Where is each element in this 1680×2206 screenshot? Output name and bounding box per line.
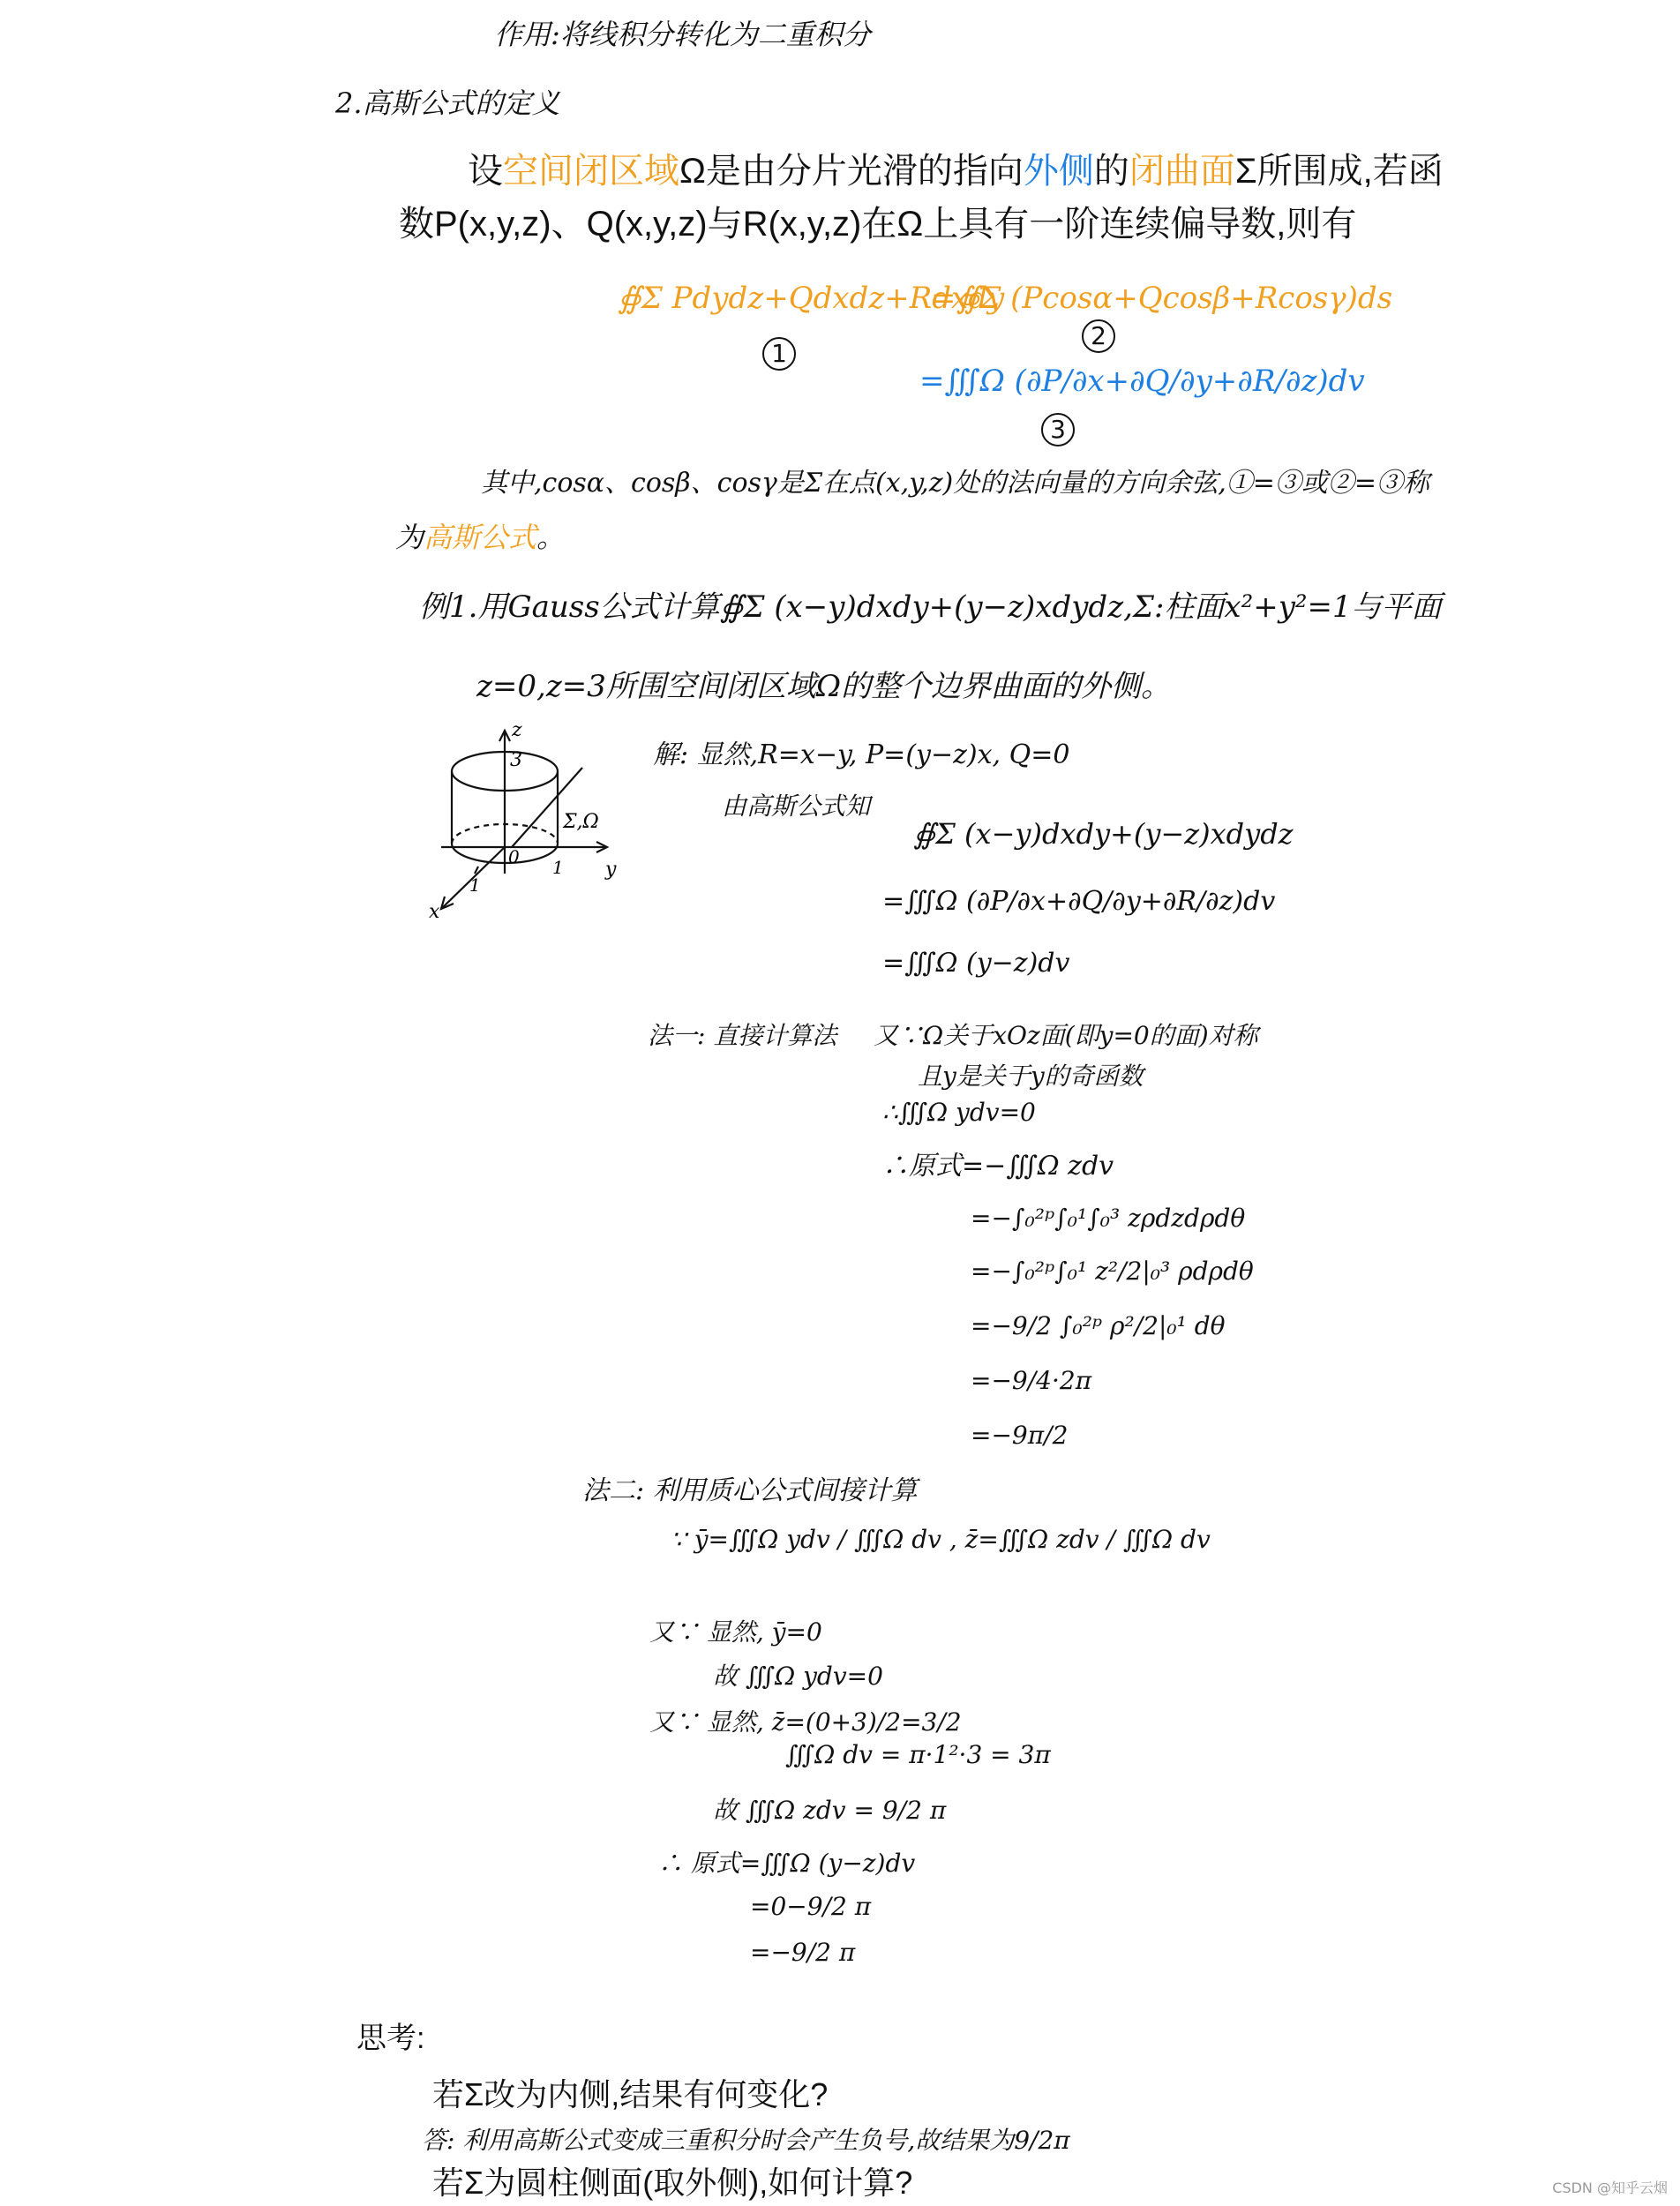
z-axis-label: z — [512, 719, 522, 741]
method2-line-9: =−9/2 π — [750, 1938, 856, 1967]
method1-step-8: =−9/4·2π — [971, 1366, 1092, 1395]
formula-volume-integral: =∭Ω (∂P/∂x+∂Q/∂y+∂R/∂z)dv — [919, 364, 1365, 399]
method2-line-3: 故 ∭Ω ydv=0 — [713, 1662, 883, 1691]
solution-by-gauss: 由高斯公式知 — [722, 792, 871, 821]
explanation-line-2 — [395, 515, 565, 556]
x-tick-label: 1 — [469, 874, 481, 896]
formula-surface-integral: =∯Σ (Pcosα+Qcosβ+Rcosγ)ds — [931, 281, 1393, 316]
method2-title: 法二: 利用质心公式间接计算 — [582, 1475, 918, 1506]
method2-line-7: ∴ 原式=∭Ω (y−z)dv — [658, 1849, 916, 1878]
def-text-1: 设 — [468, 152, 503, 191]
method1-step-3: ∴∭Ω ydv=0 — [882, 1098, 1036, 1127]
method1-step-6: =−∫₀²ᵖ∫₀¹ z²/2|₀³ ρdρdθ — [971, 1257, 1254, 1286]
marker-circle-2: 2 — [1082, 319, 1115, 353]
formula-left-side: ∯Σ Pdydz+Qdxdz+Rdxdy — [618, 281, 1005, 316]
example-line-1: 例1.用Gauss公式计算∯Σ (x−y)dxdy+(y−z)xdydz,Σ:柱面x²+y²=1与平面 — [419, 589, 1442, 625]
expl-suffix: 。 — [536, 521, 566, 554]
method2-line-8: =0−9/2 π — [750, 1892, 872, 1921]
thinking-answer-1: 答: 利用高斯公式变成三重积分时会产生负号,故结果为9/2π — [422, 2126, 1070, 2155]
watermark: CSDN @知乎云烟 — [1552, 2180, 1668, 2196]
method1-title: 法一: 直接计算法 — [648, 1021, 837, 1050]
method2-line-5: ∭Ω dv = π·1²·3 = 3π — [785, 1740, 1051, 1769]
explanation-line-1: 其中,cosα、cosβ、cosγ是Σ在点(x,y,z)处的法向量的方向余弦,①=③或②=③称 — [481, 468, 1430, 499]
method2-line-6: 故 ∭Ω zdv = 9/2 π — [713, 1796, 947, 1825]
method1-step-9: =−9π/2 — [971, 1421, 1069, 1450]
method2-line-4: 又∵ 显然, z̄=(0+3)/2=3/2 — [649, 1707, 962, 1737]
method2-line-2: 又∵ 显然, ȳ=0 — [649, 1617, 822, 1647]
height-label: 3 — [510, 749, 522, 771]
solution-step-3: =∭Ω (y−z)dv — [882, 948, 1070, 979]
x-axis-label: x — [429, 901, 440, 918]
method1-reason-2: 且y是关于y的奇函数 — [918, 1062, 1144, 1091]
purpose-line: 作用:将线积分转化为二重积分 — [494, 18, 871, 51]
diagonal-line — [512, 768, 582, 847]
section-heading: 2.高斯公式的定义 — [335, 86, 560, 120]
method1-step-5: =−∫₀²ᵖ∫₀¹∫₀³ zρdzdρdθ — [971, 1204, 1246, 1233]
origin-label: 0 — [508, 846, 520, 867]
def-term-surface: 闭曲面 — [1129, 152, 1235, 191]
def-term-outer: 外侧 — [1023, 152, 1094, 191]
thinking-title: 思考: — [356, 2022, 425, 2055]
region-label: Σ,Ω — [563, 811, 599, 833]
solution-intro: 解: 显然,R=x−y, P=(y−z)x, Q=0 — [653, 739, 1070, 770]
thinking-question-1: 若Σ改为内侧,结果有何变化? — [432, 2076, 829, 2112]
def-text-3: 的 — [1093, 152, 1129, 191]
method2-line-1: ∵ ȳ=∭Ω ydv / ∭Ω dv , z̄=∭Ω zdv / ∭Ω dv — [671, 1525, 1211, 1554]
solution-step-1: ∯Σ (x−y)dxdy+(y−z)xdydz — [913, 817, 1294, 851]
thinking-question-2: 若Σ为圆柱侧面(取外侧),如何计算? — [432, 2165, 913, 2201]
expl-prefix: 为 — [395, 521, 424, 554]
example-line-2: z=0,z=3所围空间闭区域Ω的整个边界曲面的外侧。 — [476, 669, 1172, 704]
marker-circle-3: 3 — [1041, 413, 1075, 446]
method1-reason-1: 又∵Ω关于xOz面(即y=0的面)对称 — [874, 1021, 1258, 1050]
def-text-4: Σ所围成,若函 — [1234, 152, 1444, 191]
solution-step-2: =∭Ω (∂P/∂x+∂Q/∂y+∂R/∂z)dv — [882, 886, 1276, 917]
definition-line-2: 数P(x,y,z)、Q(x,y,z)与R(x,y,z)在Ω上具有一阶连续偏导数,则有 — [399, 205, 1357, 244]
y-axis-label: y — [605, 859, 617, 881]
y-tick-label: 1 — [552, 857, 564, 878]
expl-term-gauss: 高斯公式 — [424, 521, 537, 554]
method1-step-4: ∴原式=−∭Ω zdv — [882, 1151, 1114, 1182]
marker-circle-1: 1 — [762, 337, 796, 371]
def-text-2: Ω是由分片光滑的指向 — [679, 152, 1024, 191]
cylinder-figure — [424, 715, 653, 918]
definition-line-1 — [468, 143, 1444, 193]
method1-step-7: =−9/2 ∫₀²ᵖ ρ²/2|₀¹ dθ — [971, 1311, 1226, 1340]
def-term-region: 空间闭区域 — [503, 152, 679, 191]
